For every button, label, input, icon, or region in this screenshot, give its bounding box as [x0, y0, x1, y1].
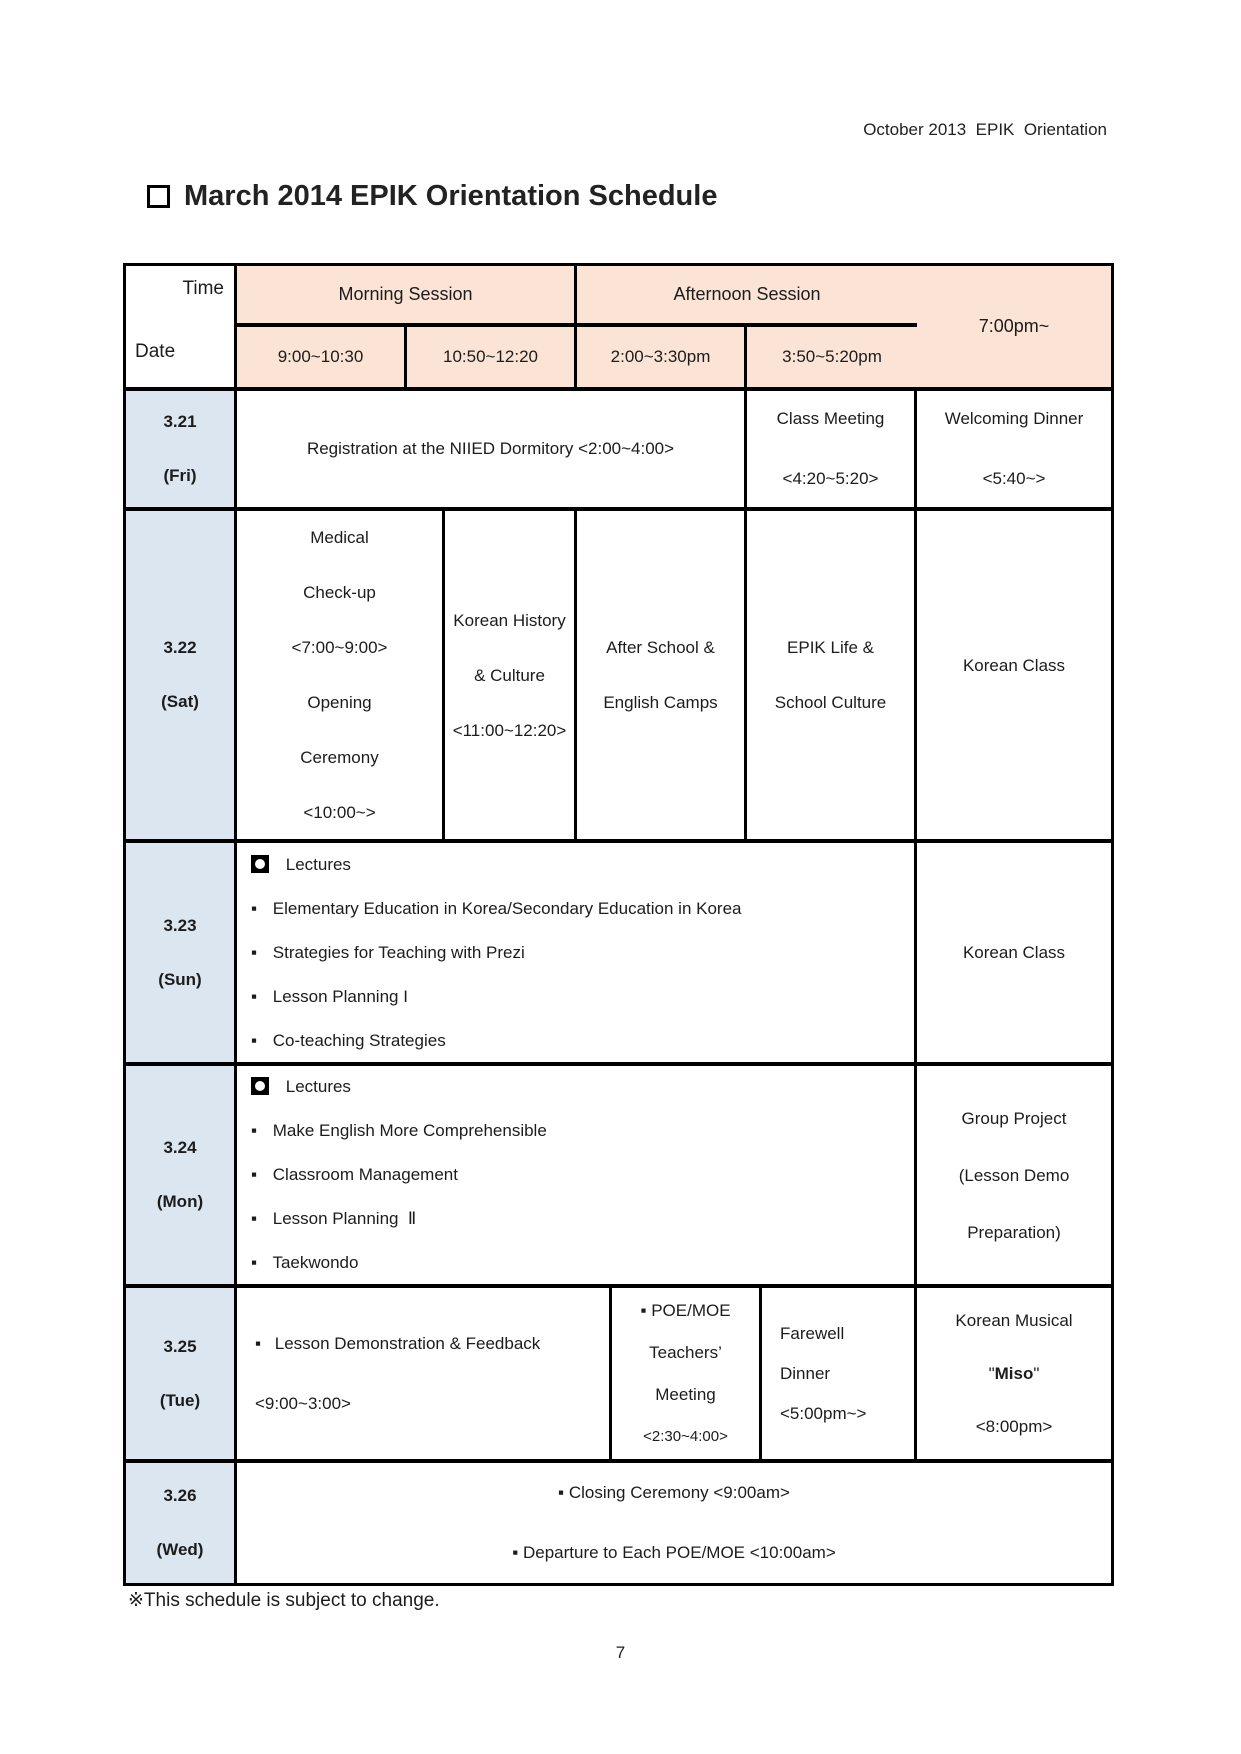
day-value: (Wed) — [156, 1540, 204, 1559]
poe-moe-meeting-cell — [612, 1288, 762, 1459]
cell-line — [640, 1290, 730, 1332]
time-slot-header — [747, 327, 917, 387]
bullet-icon: ▪ — [255, 1333, 262, 1353]
cell-line: <9:00~3:00> — [255, 1393, 351, 1413]
cell-line: Ceremony — [300, 748, 379, 767]
cell-line: Korean Class — [962, 656, 1066, 675]
square-bullet-icon — [147, 185, 170, 208]
lesson-demo-text: Lesson Demonstration & Feedback — [274, 1333, 541, 1353]
cell-line: Meeting — [655, 1384, 716, 1404]
lecture-item-text: Taekwondo — [272, 1253, 359, 1272]
time-slot-label: 10:50~12:20 — [442, 347, 538, 366]
time-slot-header-row — [237, 327, 914, 387]
table-row-3-26 — [126, 1463, 1111, 1583]
evening-session-header — [917, 266, 1111, 387]
after-school-cell — [577, 511, 747, 839]
cell-line: EPIK Life & — [787, 638, 874, 657]
cell-line: Korean Class — [962, 942, 1066, 962]
lecture-item-text: Classroom Management — [272, 1165, 458, 1184]
date-value: 3.26 — [163, 1486, 197, 1505]
day-value: (Sat) — [161, 692, 199, 711]
cell-line: Opening — [307, 693, 372, 712]
epik-life-cell — [747, 511, 917, 839]
evening-session-label: 7:00pm~ — [978, 316, 1050, 336]
registration-cell — [237, 391, 747, 507]
bullet-icon: ▪ — [251, 986, 258, 1006]
date-cell — [126, 1288, 237, 1459]
cell-line — [512, 1523, 836, 1583]
lecture-item — [251, 1153, 458, 1197]
korean-history-cell — [445, 511, 577, 839]
farewell-dinner-cell — [762, 1288, 917, 1459]
table-row-3-23 — [126, 843, 1111, 1066]
bullet-icon: ▪ — [251, 1121, 258, 1140]
cell-line: <8:00pm> — [975, 1417, 1053, 1436]
table-row-3-22 — [126, 511, 1111, 843]
cell-line: <2:30~4:00> — [643, 1427, 728, 1445]
lecture-item — [251, 1241, 358, 1284]
day-value: (Tue) — [159, 1390, 201, 1410]
cell-line: Check-up — [303, 583, 376, 602]
poe-moe-text: POE/MOE — [651, 1300, 731, 1320]
closing-ceremony-text: Closing Ceremony <9:00am> — [568, 1483, 790, 1502]
lectures-bullet-icon — [251, 1077, 269, 1095]
date-cell — [126, 1066, 237, 1284]
korean-musical-cell — [917, 1288, 1111, 1459]
lectures-bullet-icon — [251, 855, 269, 873]
bullet-icon: ▪ — [640, 1300, 647, 1320]
time-slot-label: 9:00~10:30 — [277, 347, 364, 366]
bullet-icon: ▪ — [251, 1165, 258, 1184]
cell-line — [989, 1347, 1040, 1400]
korean-class-cell — [917, 843, 1111, 1062]
lectures-heading — [251, 1066, 351, 1109]
session-header-group — [237, 266, 917, 387]
time-slot-label: 2:00~3:30pm — [610, 347, 711, 366]
bullet-icon: ▪ — [251, 942, 258, 962]
schedule-footnote: ※This schedule is subject to change. — [128, 1590, 440, 1611]
date-value: 3.25 — [163, 1336, 197, 1356]
welcoming-dinner-cell — [917, 391, 1111, 507]
page-title — [147, 180, 717, 213]
date-value: 3.22 — [163, 638, 197, 657]
date-value: 3.21 — [163, 412, 197, 431]
date-cell — [126, 1463, 237, 1583]
lecture-item — [251, 975, 408, 1019]
departure-text: Departure to Each POE/MOE <10:00am> — [522, 1543, 836, 1562]
quote-mark: " — [988, 1364, 995, 1383]
lecture-item — [251, 1019, 446, 1063]
bullet-icon: ▪ — [251, 1209, 258, 1228]
table-row-3-24 — [126, 1066, 1111, 1288]
lecture-item-text: Lesson Planning Ⅱ — [272, 1209, 417, 1228]
cell-line: Teachers’ — [649, 1342, 722, 1362]
cell-line: After School & — [606, 638, 715, 657]
table-header-row — [126, 266, 1111, 391]
cell-line: English Camps — [603, 693, 718, 712]
cell-line: Farewell — [780, 1323, 845, 1343]
date-value: 3.24 — [163, 1138, 197, 1157]
cell-line: School Culture — [774, 693, 887, 712]
date-cell — [126, 511, 237, 839]
cell-line — [255, 1314, 540, 1374]
day-value: (Fri) — [163, 466, 197, 485]
lecture-item — [251, 1197, 416, 1241]
date-cell — [126, 391, 237, 507]
cell-line: & Culture — [474, 665, 545, 685]
cell-line: <11:00~12:20> — [452, 720, 567, 740]
lecture-item-text: Make English More Comprehensible — [272, 1121, 547, 1140]
session-header-row — [237, 266, 914, 327]
lectures-cell — [237, 1066, 917, 1284]
class-meeting-cell — [747, 391, 917, 507]
cell-line: <10:00~> — [303, 803, 376, 822]
bullet-icon: ▪ — [558, 1483, 565, 1502]
page-number: 7 — [615, 1643, 626, 1662]
time-date-corner-cell — [126, 266, 237, 387]
cell-line: Medical — [310, 528, 369, 547]
lectures-cell — [237, 843, 917, 1062]
cell-line: Welcoming Dinner — [944, 409, 1084, 428]
lecture-item-text: Elementary Education in Korea/Secondary Education in Korea — [272, 898, 742, 918]
musical-name: Miso — [994, 1364, 1034, 1383]
afternoon-session-label: Afternoon Session — [673, 284, 821, 304]
lesson-demo-cell — [237, 1288, 612, 1459]
cell-line: <7:00~9:00> — [291, 638, 388, 657]
cell-line: <4:20~5:20> — [782, 469, 879, 488]
bullet-icon: ▪ — [251, 1253, 258, 1272]
cell-line — [558, 1463, 790, 1523]
cell-line: Class Meeting — [776, 409, 885, 428]
bullet-icon: ▪ — [251, 898, 258, 918]
table-row-3-21 — [126, 391, 1111, 511]
morning-session-label: Morning Session — [338, 284, 473, 304]
time-label: Time — [182, 278, 224, 299]
cell-line: Dinner — [780, 1363, 831, 1383]
cell-line: <5:00pm~> — [780, 1403, 867, 1423]
date-label: Date — [135, 341, 176, 362]
lectures-heading-text: Lectures — [285, 854, 351, 874]
bullet-icon: ▪ — [512, 1543, 519, 1562]
day-value: (Sun) — [158, 969, 202, 989]
lecture-item — [251, 931, 525, 975]
lectures-heading — [251, 843, 351, 887]
morning-session-header — [237, 266, 577, 323]
afternoon-session-header — [577, 266, 917, 323]
closing-cell — [237, 1463, 1111, 1583]
medical-checkup-cell — [237, 511, 445, 839]
quote-mark: " — [1033, 1364, 1040, 1383]
date-cell — [126, 843, 237, 1062]
table-row-3-25 — [126, 1288, 1111, 1463]
cell-line: Korean History — [453, 610, 566, 630]
cell-line: (Lesson Demo — [958, 1165, 1070, 1185]
lecture-item-text: Strategies for Teaching with Prezi — [272, 942, 525, 962]
cell-line: Group Project — [961, 1108, 1067, 1128]
time-slot-label: 3:50~5:20pm — [782, 347, 882, 366]
cell-line: <5:40~> — [982, 469, 1046, 488]
korean-class-cell — [917, 511, 1111, 839]
page-title-text: March 2014 EPIK Orientation Schedule — [184, 180, 718, 212]
cell-line: Preparation) — [967, 1222, 1061, 1242]
date-value: 3.23 — [163, 915, 197, 935]
cell-line: Korean Musical — [955, 1311, 1073, 1330]
schedule-table — [123, 263, 1114, 1586]
group-project-cell — [917, 1066, 1111, 1284]
lecture-item — [251, 1109, 547, 1153]
bullet-icon: ▪ — [251, 1030, 258, 1050]
lecture-item-text: Lesson Planning I — [272, 986, 408, 1006]
day-value: (Mon) — [156, 1192, 204, 1211]
time-slot-header — [407, 327, 577, 387]
lecture-item — [251, 887, 742, 931]
running-header: October 2013 EPIK Orientation — [863, 120, 1107, 139]
lectures-heading-text: Lectures — [285, 1077, 351, 1096]
time-slot-header — [577, 327, 747, 387]
time-slot-header — [237, 327, 407, 387]
cell-line: Registration at the NIIED Dormitory <2:00~4:00> — [306, 439, 675, 458]
lecture-item-text: Co-teaching Strategies — [272, 1030, 446, 1050]
